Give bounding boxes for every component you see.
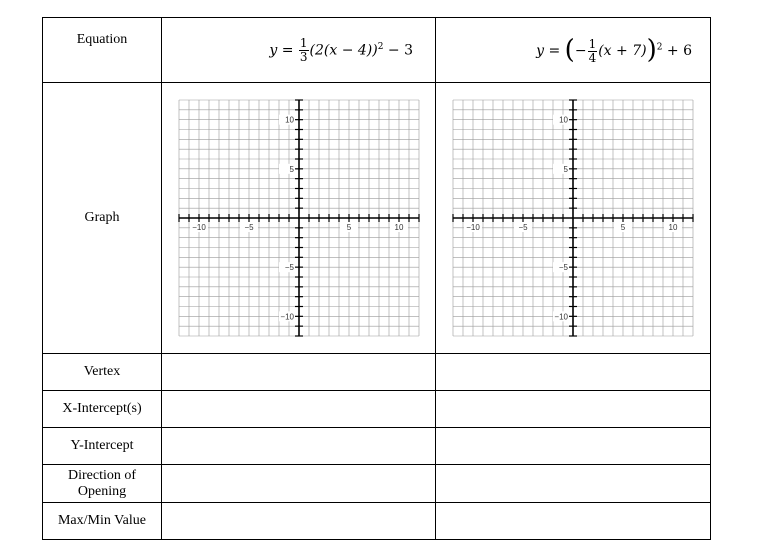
max-min-answer-1[interactable] — [162, 503, 436, 540]
direction-label-line2: Opening — [77, 483, 127, 499]
y-tick-label: 5 — [563, 164, 568, 174]
x-intercepts-answer-1[interactable] — [162, 391, 436, 428]
max-min-label: Max/Min Value — [43, 503, 162, 540]
x-tick-label: 5 — [346, 223, 351, 232]
y-tick-label: 5 — [289, 164, 294, 174]
vertex-answer-2[interactable] — [436, 354, 711, 391]
coordinate-grid-2[interactable] — [451, 98, 695, 338]
direction-answer-1[interactable] — [162, 465, 436, 503]
direction-label — [43, 465, 162, 503]
y-intercept-answer-2[interactable] — [436, 428, 711, 465]
eq2-fraction — [588, 38, 598, 65]
x-tick-label: 10 — [668, 223, 678, 232]
worksheet-table — [42, 17, 711, 540]
y-intercept-answer-1[interactable] — [162, 428, 436, 465]
y-intercept-label: Y-Intercept — [43, 428, 162, 465]
vertex-label: Vertex — [43, 354, 162, 391]
y-tick-label: 10 — [559, 115, 568, 125]
graph-label: Graph — [43, 83, 162, 354]
x-intercepts-label: X-Intercept(s) — [43, 391, 162, 428]
eq2-minus: − — [574, 43, 587, 59]
eq2-num: 1 — [588, 36, 597, 51]
vertex-answer-1[interactable] — [162, 354, 436, 391]
direction-label-line1: Direction of — [67, 467, 137, 483]
eq1-tail: − 3 — [387, 42, 413, 58]
equation-row — [43, 18, 711, 83]
coordinate-grid-1[interactable] — [177, 98, 421, 338]
eq2-den: 4 — [588, 50, 597, 65]
eq2-lhs: y = — [536, 43, 561, 59]
max-min-answer-2[interactable] — [436, 503, 711, 540]
x-intercepts-answer-2[interactable] — [436, 391, 711, 428]
x-tick-label: 10 — [394, 223, 403, 232]
y-tick-label: 10 — [284, 115, 294, 125]
y-tick-label: −10 — [279, 312, 294, 322]
equation-1 — [162, 18, 436, 83]
eq1-fraction — [299, 37, 309, 64]
eq2-rest: (x + 7) — [598, 43, 647, 59]
x-tick-label: −10 — [191, 223, 206, 232]
x-tick-label: −10 — [466, 223, 480, 232]
eq2-tail: + 6 — [666, 43, 692, 59]
x-tick-label: −5 — [518, 223, 528, 232]
graph-row — [43, 83, 711, 354]
eq2-open-paren: ( — [564, 35, 575, 65]
eq1-num: 1 — [299, 35, 308, 50]
eq1-lhs: y = — [269, 42, 294, 58]
max-min-row — [43, 503, 711, 540]
y-tick-label: −5 — [558, 263, 568, 273]
y-tick-label: −10 — [554, 312, 568, 322]
vertex-row — [43, 354, 711, 391]
graph-cell-2[interactable] — [436, 83, 711, 354]
y-tick-label: −5 — [284, 263, 294, 273]
graph-cell-1[interactable] — [162, 83, 436, 354]
equation-2 — [436, 18, 711, 83]
x-tick-label: 5 — [620, 223, 626, 232]
direction-row — [43, 465, 711, 503]
eq2-close-paren: ) — [646, 35, 657, 65]
eq1-den: 3 — [299, 49, 308, 64]
eq1-rest: (2(x − 4)) — [309, 42, 378, 58]
equation-label: Equation — [43, 18, 162, 83]
x-tick-label: −5 — [243, 223, 254, 232]
eq1-exp: 2 — [377, 41, 384, 52]
direction-answer-2[interactable] — [436, 465, 711, 503]
y-intercept-row — [43, 428, 711, 465]
eq2-exp: 2 — [656, 42, 663, 53]
x-intercepts-row — [43, 391, 711, 428]
